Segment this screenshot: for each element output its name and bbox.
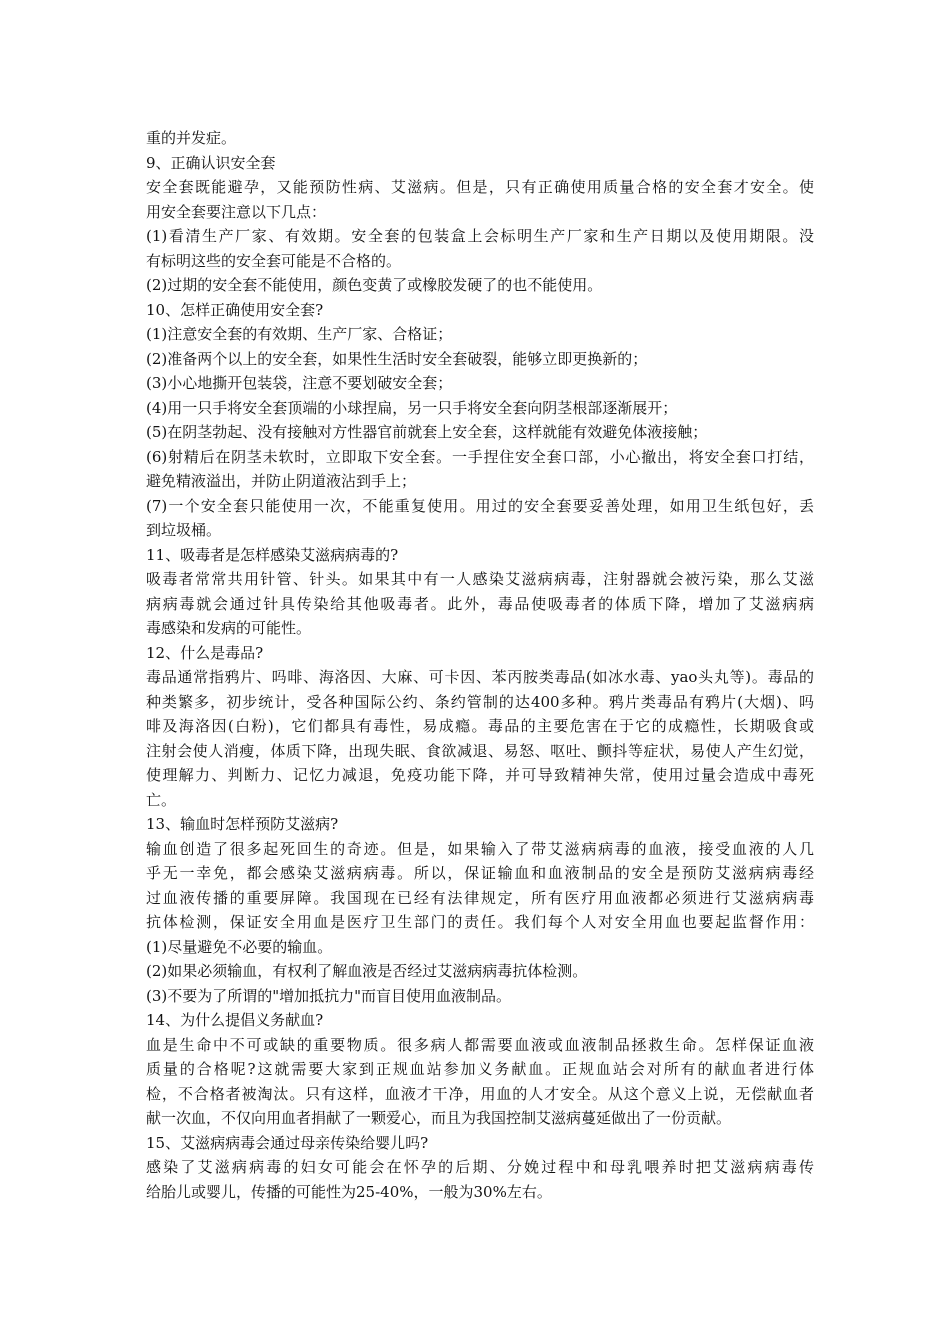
text-line: 献一次血，不仅向用血者捐献了一颗爱心，而且为我国控制艾滋病蔓延做出了一份贡献。 — [146, 1109, 732, 1127]
text-line: 病病毒就会通过针具传染给其他吸毒者。此外，毒品使吸毒者的体质下降，增加了艾滋病病 — [146, 594, 814, 613]
text-line: 血是生命中不可或缺的重要物质。很多病人都需要血液或血液制品拯救生命。怎样保证血液 — [146, 1035, 814, 1054]
text-line: 乎无一幸免，都会感染艾滋病病毒。所以，保证输血和血液制品的安全是预防艾滋病病毒经 — [146, 864, 814, 882]
text-line: (1)注意安全套的有效期、生产厂家、合格证； — [146, 325, 453, 343]
text-line: (6)射精后在阴茎未软时，立即取下安全套。一手捏住安全套口部，小心撤出，将安全套口打结， — [146, 447, 814, 466]
text-line: 输血创造了很多起死回生的奇迹。但是，如果输入了带艾滋病病毒的血液，接受血液的人几 — [146, 839, 814, 858]
text-line: 避免精液溢出，并防止阴道液沾到手上； — [146, 472, 417, 490]
text-line: 吸毒者常常共用针管、针头。如果其中有一人感染艾滋病病毒，注射器就会被污染，那么艾滋 — [146, 570, 814, 588]
text-line: (2)如果必须输血，有权利了解血液是否经过艾滋病病毒抗体检测。 — [146, 962, 588, 980]
text-line: 安全套既能避孕，又能预防性病、艾滋病。但是，只有正确使用质量合格的安全套才安全。使 — [146, 178, 814, 196]
text-line: (7)一个安全套只能使用一次，不能重复使用。用过的安全套要妥善处理，如用卫生纸包好，丢 — [146, 496, 814, 515]
text-line: 亡。 — [146, 790, 177, 809]
text-line: (2)准备两个以上的安全套，如果性生活时安全套破裂，能够立即更换新的； — [146, 349, 648, 368]
text-line: 用安全套要注意以下几点： — [146, 202, 327, 221]
text-line: 到垃圾桶。 — [146, 521, 222, 539]
text-line: 过血液传播的重要屏障。我国现在已经有法律规定，所有医疗用血液都必须进行艾滋病病毒 — [146, 888, 814, 907]
text-line: 14、为什么提倡义务献血? — [146, 1011, 324, 1029]
text-line: (1)尽量避免不必要的输血。 — [146, 937, 333, 956]
text-line: 15、艾滋病病毒会通过母亲传染给婴儿吗? — [146, 1133, 429, 1152]
text-line: 9、正确认识安全套 — [146, 153, 276, 172]
text-line: 13、输血时怎样预防艾滋病? — [146, 815, 339, 833]
text-line: 抗体检测，保证安全用血是医疗卫生部门的责任。我们每个人对安全用血也要起监督作用： — [146, 913, 814, 931]
text-line: (3)不要为了所谓的"增加抵抗力"而盲目使用血液制品。 — [146, 986, 512, 1005]
text-line: 注射会使人消瘦，体质下降，出现失眠、食欲减退、易怒、呕吐、颤抖等症状，易使人产生幻觉， — [146, 741, 814, 760]
text-line: 有标明这些的安全套可能是不合格的。 — [146, 251, 402, 270]
text-line: 感染了艾滋病病毒的妇女可能会在怀孕的后期、分娩过程中和母乳喂养时把艾滋病病毒传 — [146, 1158, 814, 1176]
text-line: 使理解力、判断力、记忆力减退，免疫功能下降，并可导致精神失常，使用过量会造成中毒死 — [146, 766, 814, 784]
text-line: 重的并发症。 — [146, 129, 237, 147]
text-line: (5)在阴茎勃起、没有接触对方性器官前就套上安全套，这样就能有效避免体液接触； — [146, 423, 708, 441]
text-line: (1)看清生产厂家、有效期。安全套的包装盒上会标明生产厂家和生产日期以及使用期限。没 — [146, 227, 814, 245]
text-line: (2)过期的安全套不能使用，颜色变黄了或橡胶发硬了的也不能使用。 — [146, 276, 603, 294]
text-line: 10、怎样正确使用安全套? — [146, 300, 324, 319]
text-line: 检，不合格者被淘汰。只有这样，血液才干净，用血的人才安全。从这个意义上说，无偿献血者 — [146, 1084, 814, 1103]
document-body — [146, 126, 814, 1204]
text-line: 毒感染和发病的可能性。 — [146, 619, 312, 637]
text-line: 质量的合格呢?这就需要大家到正规血站参加义务献血。正规血站会对所有的献血者进行体 — [146, 1060, 814, 1078]
text-line: 给胎儿或婴儿，传播的可能性为25-40%，一般为30%左右。 — [146, 1182, 552, 1201]
text-line: (3)小心地撕开包装袋，注意不要划破安全套； — [146, 374, 453, 392]
text-line: 12、什么是毒品? — [146, 643, 264, 662]
text-line: 种类繁多，初步统计，受各种国际公约、条约管制的达400多种。鸦片类毒品有鸦片(大烟)、吗 — [146, 692, 814, 711]
text-line: 啡及海洛因(白粉)，它们都具有毒性，易成瘾。毒品的主要危害在于它的成瘾性，长期吸食或 — [146, 717, 814, 735]
text-line: 毒品通常指鸦片、吗啡、海洛因、大麻、可卡因、苯丙胺类毒品(如冰水毒、yao头丸等)。毒品的 — [146, 668, 814, 686]
text-line: 11、吸毒者是怎样感染艾滋病病毒的? — [146, 545, 399, 564]
text-line: (4)用一只手将安全套顶端的小球捏扁，另一只手将安全套向阴茎根部逐渐展开； — [146, 398, 678, 417]
